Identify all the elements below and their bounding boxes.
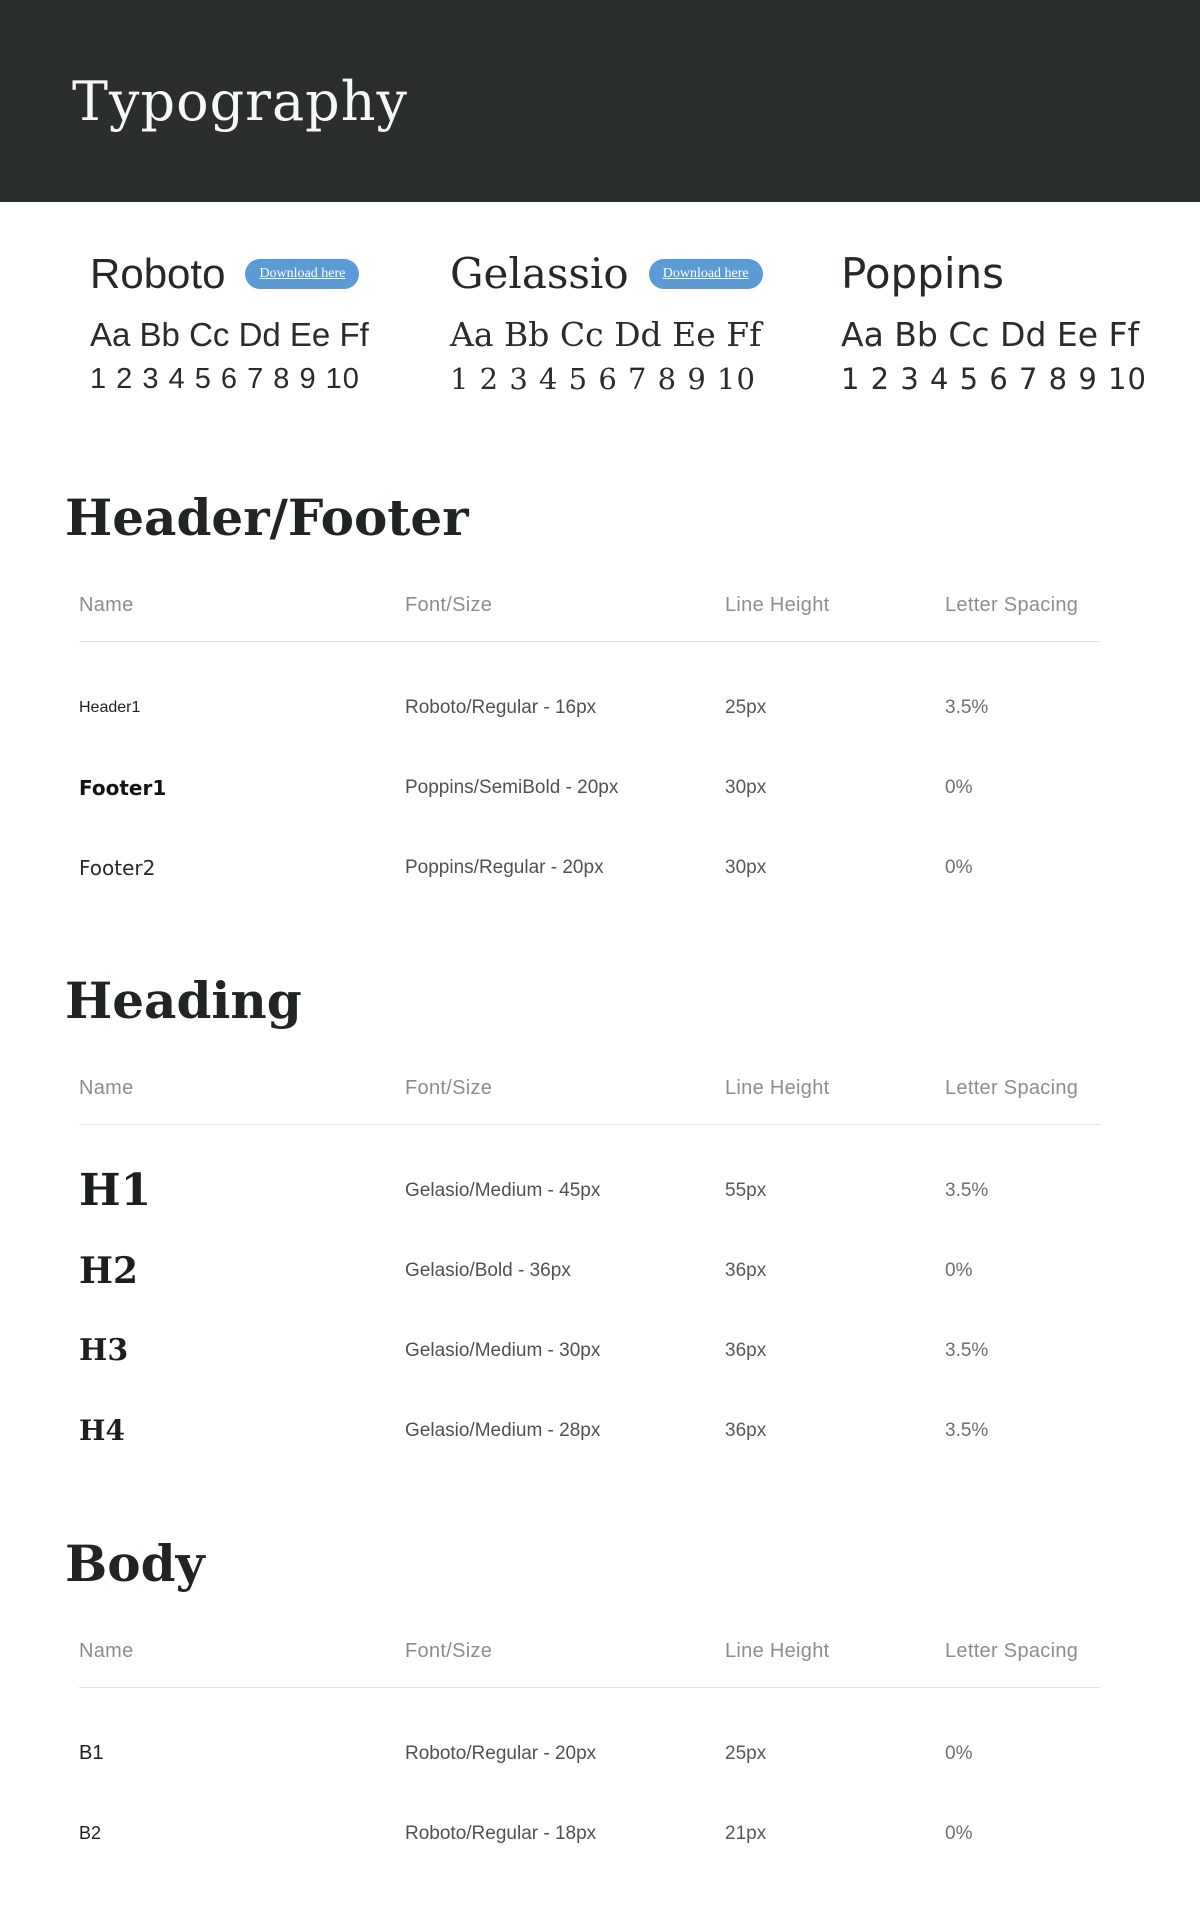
- row-font-size: Roboto/Regular - 20px: [405, 1742, 597, 1764]
- column-header-font-size: Font/Size: [405, 1639, 493, 1662]
- row-font-size: Gelasio/Bold - 36px: [405, 1259, 571, 1281]
- section-heading: [65, 968, 1135, 1471]
- row-font-size: Poppins/SemiBold - 20px: [405, 776, 619, 798]
- font-name: Roboto: [90, 250, 226, 297]
- font-samples: [0, 202, 1200, 397]
- row-font-size: Gelasio/Medium - 28px: [405, 1419, 601, 1441]
- table-row: [79, 1151, 1100, 1231]
- font-sample-head: [450, 248, 841, 301]
- table-header-row: [79, 1640, 1100, 1688]
- row-name: H4: [79, 1414, 125, 1448]
- row-line-height: 30px: [725, 776, 767, 798]
- numbers-sample: 1 2 3 4 5 6 7 8 9 10: [90, 363, 360, 396]
- row-name: B2: [79, 1823, 102, 1844]
- page-title: Typography: [72, 69, 409, 133]
- row-letter-spacing: 0%: [945, 1259, 973, 1281]
- row-line-height: 30px: [725, 856, 767, 878]
- body-table: [79, 1640, 1100, 1874]
- table-row: [79, 828, 1100, 908]
- numbers-sample: 1 2 3 4 5 6 7 8 9 10: [450, 362, 756, 397]
- row-line-height: 25px: [725, 696, 767, 718]
- row-font-size: Gelasio/Medium - 45px: [405, 1179, 601, 1201]
- row-line-height: 55px: [725, 1179, 767, 1201]
- column-header-letter-spacing: Letter Spacing: [945, 593, 1079, 616]
- section-header-footer: [65, 485, 1135, 908]
- row-line-height: 36px: [725, 1339, 767, 1361]
- column-header-name: Name: [79, 1639, 134, 1662]
- row-letter-spacing: 3.5%: [945, 1179, 989, 1201]
- column-header-font-size: Font/Size: [405, 593, 493, 616]
- page-header: [0, 0, 1200, 202]
- row-line-height: 36px: [725, 1419, 767, 1441]
- row-line-height: 21px: [725, 1822, 767, 1844]
- font-name: Poppins: [841, 249, 1005, 298]
- row-line-height: 36px: [725, 1259, 767, 1281]
- row-letter-spacing: 3.5%: [945, 696, 989, 718]
- row-letter-spacing: 0%: [945, 1742, 973, 1764]
- section-body: [65, 1531, 1135, 1874]
- row-name: Header1: [79, 698, 141, 716]
- download-roboto-button[interactable]: Download here: [245, 259, 359, 289]
- column-header-line-height: Line Height: [725, 1639, 830, 1662]
- row-font-size: Gelasio/Medium - 30px: [405, 1339, 601, 1361]
- table-header-row: [79, 1077, 1100, 1125]
- table-body: [79, 1688, 1100, 1874]
- row-name: Footer1: [79, 775, 167, 800]
- row-font-size: Poppins/Regular - 20px: [405, 856, 604, 878]
- column-header-letter-spacing: Letter Spacing: [945, 1076, 1079, 1099]
- numbers-sample: 1 2 3 4 5 6 7 8 9 10: [841, 362, 1147, 397]
- row-name: H3: [79, 1333, 129, 1369]
- table-header-row: [79, 594, 1100, 642]
- column-header-name: Name: [79, 593, 134, 616]
- font-sample-head: [90, 248, 450, 301]
- row-name: B1: [79, 1742, 104, 1765]
- row-font-size: Roboto/Regular - 16px: [405, 696, 597, 718]
- font-sample-head: [841, 248, 1200, 301]
- row-font-size: Roboto/Regular - 18px: [405, 1822, 597, 1844]
- letters-sample: Aa Bb Cc Dd Ee Ff: [841, 314, 1140, 354]
- section-title: Heading: [65, 970, 302, 1030]
- row-letter-spacing: 3.5%: [945, 1339, 989, 1361]
- table-row: [79, 1231, 1100, 1311]
- page-bottom-spacer: [0, 1874, 1200, 1924]
- font-sample-gelassio: [450, 248, 841, 397]
- row-letter-spacing: 0%: [945, 856, 973, 878]
- download-gelassio-button[interactable]: Download here: [649, 259, 763, 289]
- table-row: [79, 1794, 1100, 1874]
- header-footer-table: [79, 594, 1100, 908]
- table-row: [79, 1714, 1100, 1794]
- table-row: [79, 748, 1100, 828]
- row-letter-spacing: 0%: [945, 776, 973, 798]
- table-body: [79, 1125, 1100, 1471]
- table-row: [79, 1391, 1100, 1471]
- table-row: [79, 668, 1100, 748]
- table-row: [79, 1311, 1100, 1391]
- section-title: Body: [65, 1533, 205, 1593]
- column-header-name: Name: [79, 1076, 134, 1099]
- row-name: H2: [79, 1249, 139, 1292]
- column-header-line-height: Line Height: [725, 1076, 830, 1099]
- letters-sample: Aa Bb Cc Dd Ee Ff: [450, 314, 762, 354]
- row-letter-spacing: 3.5%: [945, 1419, 989, 1441]
- row-name: Footer2: [79, 855, 156, 880]
- column-header-letter-spacing: Letter Spacing: [945, 1639, 1079, 1662]
- row-name: H1: [79, 1165, 152, 1217]
- font-sample-roboto: [90, 248, 450, 397]
- column-header-font-size: Font/Size: [405, 1076, 493, 1099]
- font-sample-poppins: [841, 248, 1200, 397]
- row-letter-spacing: 0%: [945, 1822, 973, 1844]
- row-line-height: 25px: [725, 1742, 767, 1764]
- column-header-line-height: Line Height: [725, 593, 830, 616]
- heading-table: [79, 1077, 1100, 1471]
- letters-sample: Aa Bb Cc Dd Ee Ff: [90, 315, 369, 353]
- section-title: Header/Footer: [65, 487, 469, 547]
- font-name: Gelassio: [450, 249, 629, 298]
- table-body: [79, 642, 1100, 908]
